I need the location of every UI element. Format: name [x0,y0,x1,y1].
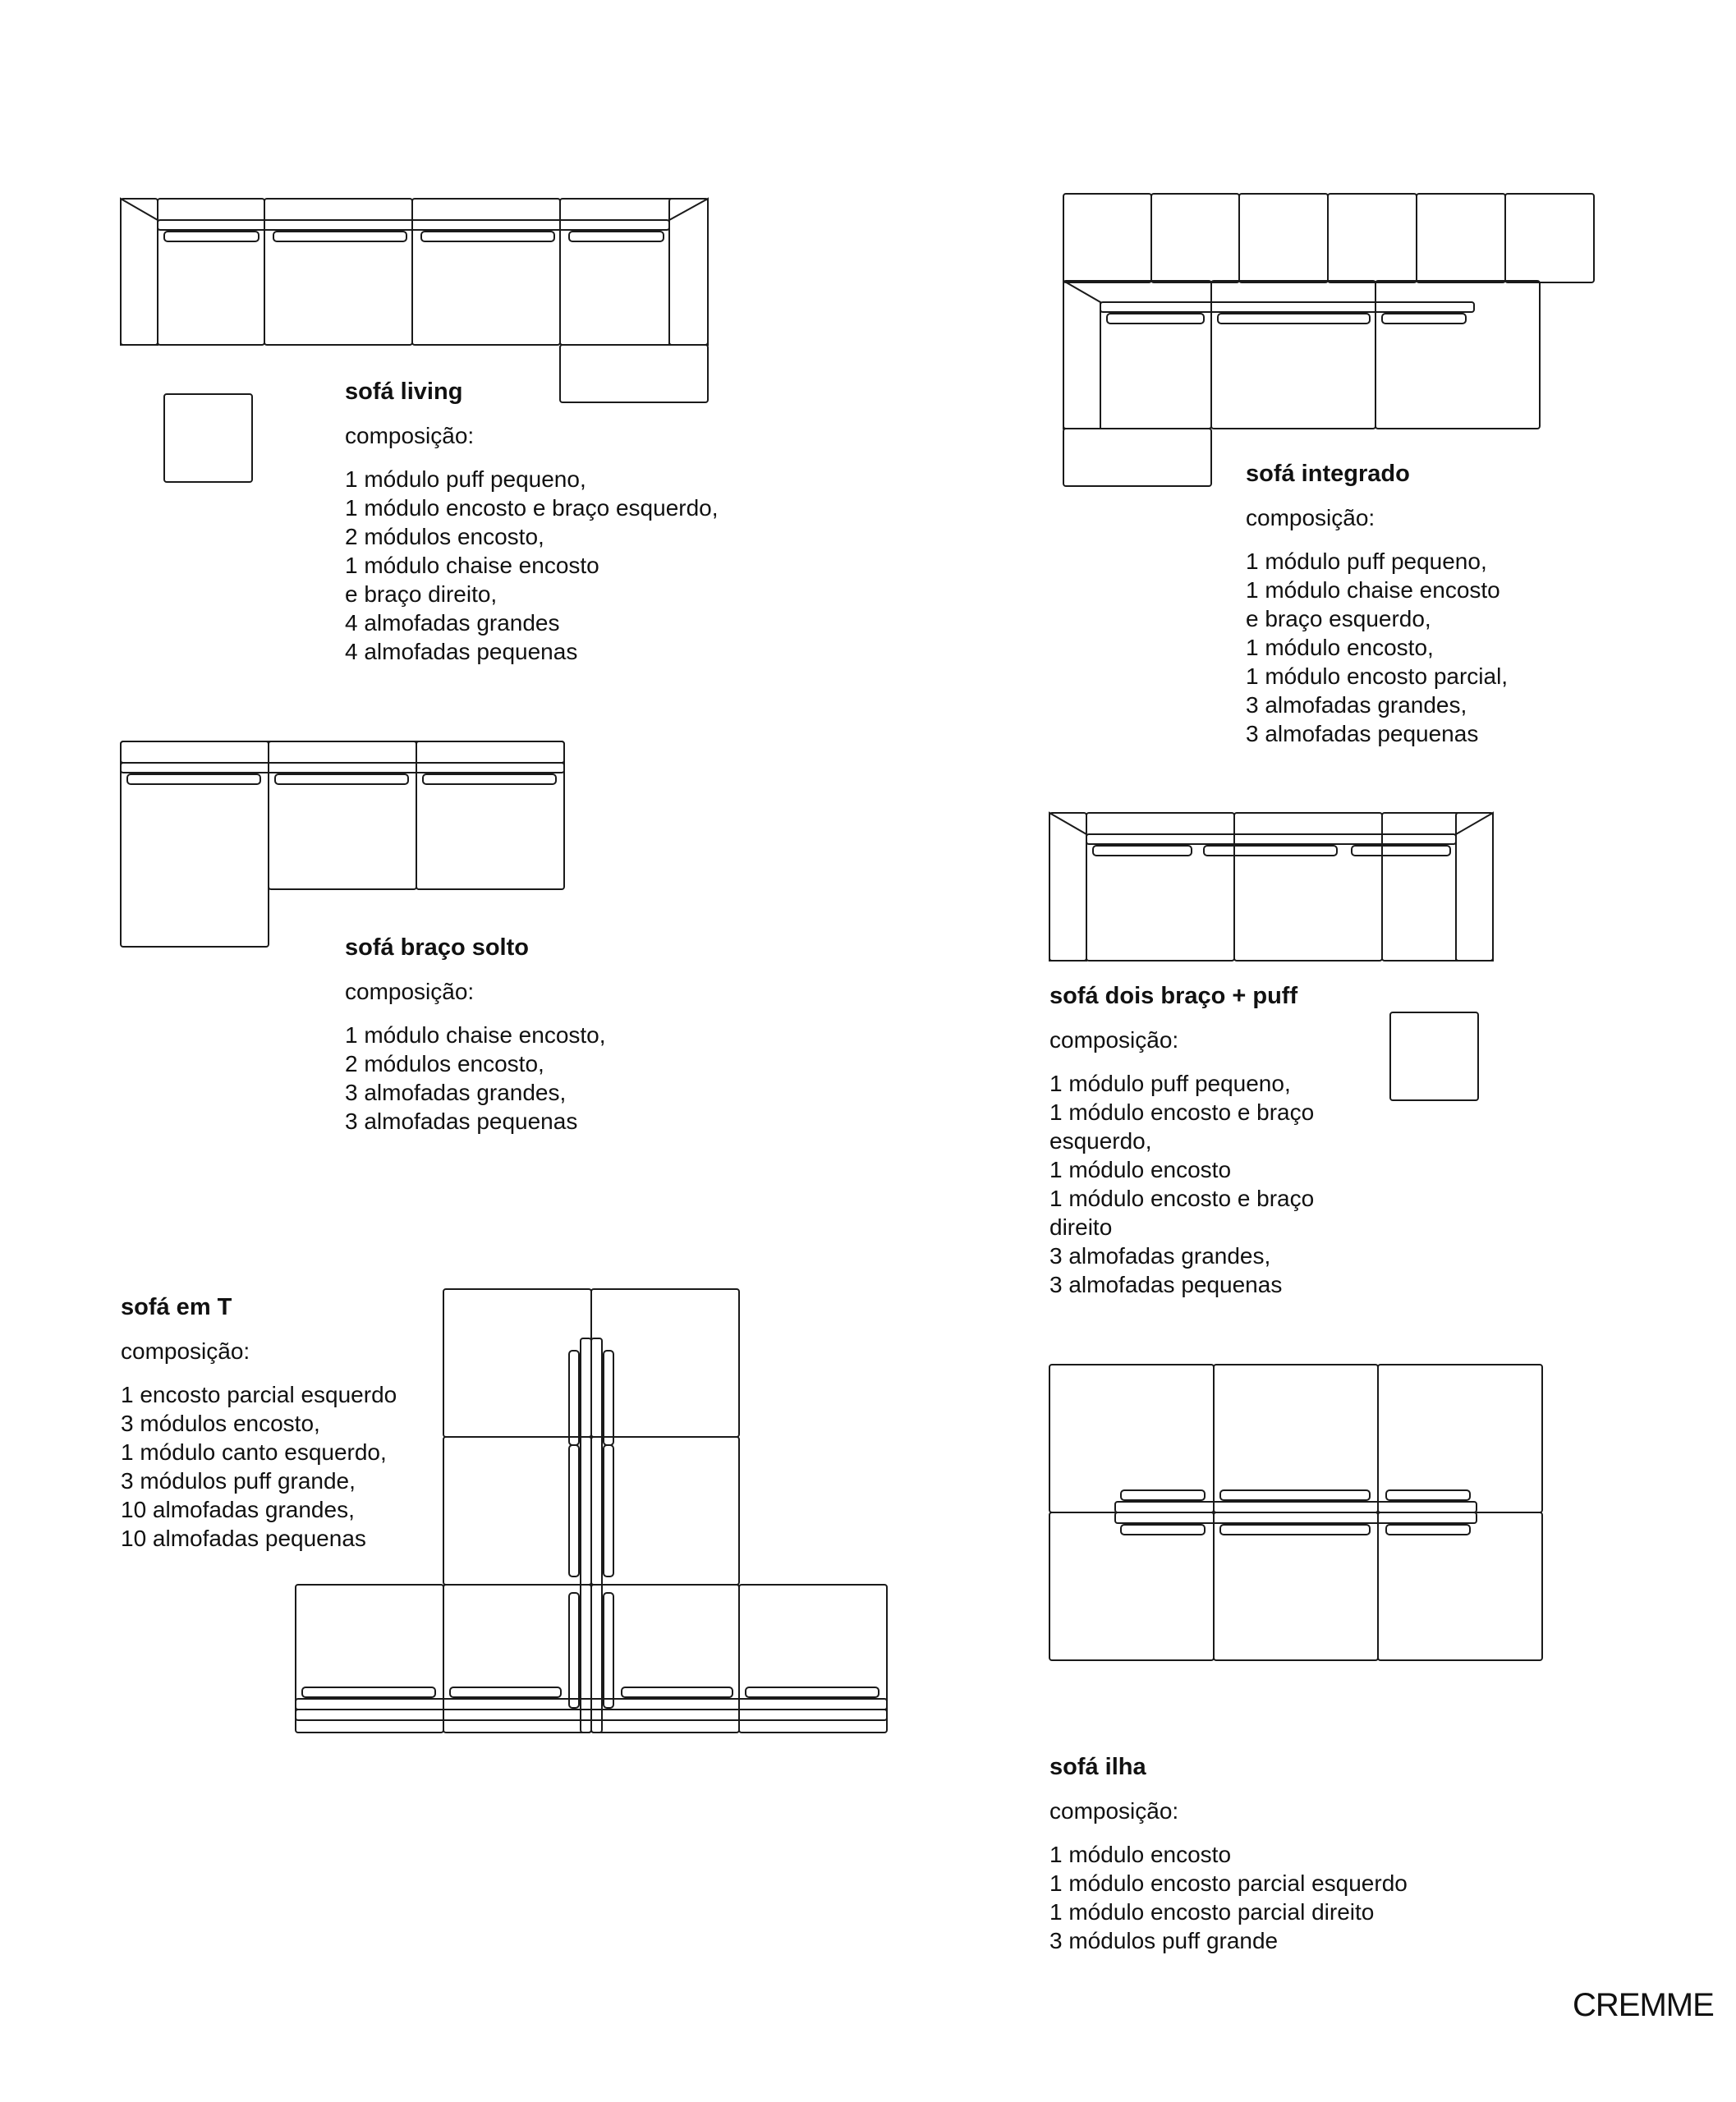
composition-list [1049,1069,1314,1299]
list-item: 1 módulo puff pequeno, [1049,1071,1291,1096]
list-item: 3 almofadas pequenas [1049,1272,1283,1297]
composition-list [1049,1840,1408,1955]
plan-sofa-ilha [1049,1365,1542,1660]
list-item: 1 módulo chaise encosto [345,553,599,578]
list-item: 1 encosto parcial esquerdo [121,1382,397,1407]
block-title: sofá braço solto [345,934,529,961]
list-item: 1 módulo encosto, [1246,635,1434,660]
plan-sofa-braco-solto [121,741,564,947]
list-item: 1 módulo puff pequeno, [345,466,586,492]
list-item: 1 módulo encosto [1049,1157,1232,1182]
list-item: e braço direito, [345,581,498,607]
list-item: 1 módulo puff pequeno, [1246,548,1487,574]
block-sofa-living [345,378,719,666]
list-item: 1 módulo encosto parcial, [1246,663,1509,689]
list-item: 1 módulo encosto [1049,1842,1232,1867]
composition-list [1246,547,1508,748]
plan-sofa-integrado [1063,194,1594,486]
list-item: 2 módulos encosto, [345,1051,544,1076]
list-item: 3 almofadas grandes, [1246,692,1467,718]
list-item: 3 almofadas grandes, [1049,1243,1271,1269]
block-subtitle: composição: [1246,505,1375,530]
list-item: direito [1049,1214,1113,1240]
list-item: 1 módulo canto esquerdo, [121,1439,387,1465]
block-subtitle: composição: [345,979,475,1004]
block-subtitle: composição: [121,1338,250,1364]
list-item: 1 módulo chaise encosto, [345,1022,606,1048]
block-sofa-em-t [121,1293,397,1553]
list-item: 1 módulo encosto e braço [1049,1186,1315,1211]
list-item: 2 módulos encosto, [345,524,544,549]
list-item: 3 almofadas pequenas [1246,721,1479,746]
block-title: sofá ilha [1049,1754,1146,1780]
brand-logo: CREMME [1573,1987,1714,2023]
list-item: 4 almofadas pequenas [345,639,578,664]
list-item: 1 módulo encosto e braço esquerdo, [345,495,719,521]
list-item: 3 almofadas grandes, [345,1080,567,1105]
list-item: 3 módulos puff grande, [121,1468,356,1494]
block-sofa-braco-solto [345,934,606,1136]
list-item: 1 módulo encosto parcial esquerdo [1049,1870,1408,1896]
block-title: sofá dois braço + puff [1049,983,1298,1009]
block-sofa-ilha [1049,1753,1408,1955]
block-sofa-dois-braco-puff [1049,982,1314,1299]
block-subtitle: composição: [1049,1027,1179,1053]
list-item: e braço esquerdo, [1246,606,1431,631]
block-title: sofá em T [121,1294,232,1320]
block-title: sofá integrado [1246,461,1410,487]
list-item: 3 módulos puff grande [1049,1928,1279,1953]
list-item: 1 módulo chaise encosto [1246,577,1500,603]
composition-list [345,465,719,666]
block-subtitle: composição: [345,423,475,448]
composition-list [121,1380,397,1553]
list-item: esquerdo, [1049,1128,1152,1154]
list-item: 10 almofadas pequenas [121,1526,366,1551]
list-item: 1 módulo encosto parcial direito [1049,1899,1375,1925]
block-sofa-integrado [1246,460,1508,748]
block-title: sofá living [345,379,463,405]
list-item: 3 almofadas pequenas [345,1108,578,1134]
block-subtitle: composição: [1049,1798,1179,1824]
list-item: 4 almofadas grandes [345,610,560,636]
composition-list [345,1021,606,1136]
list-item: 10 almofadas grandes, [121,1497,355,1522]
list-item: 3 módulos encosto, [121,1411,320,1436]
list-item: 1 módulo encosto e braço [1049,1099,1315,1125]
